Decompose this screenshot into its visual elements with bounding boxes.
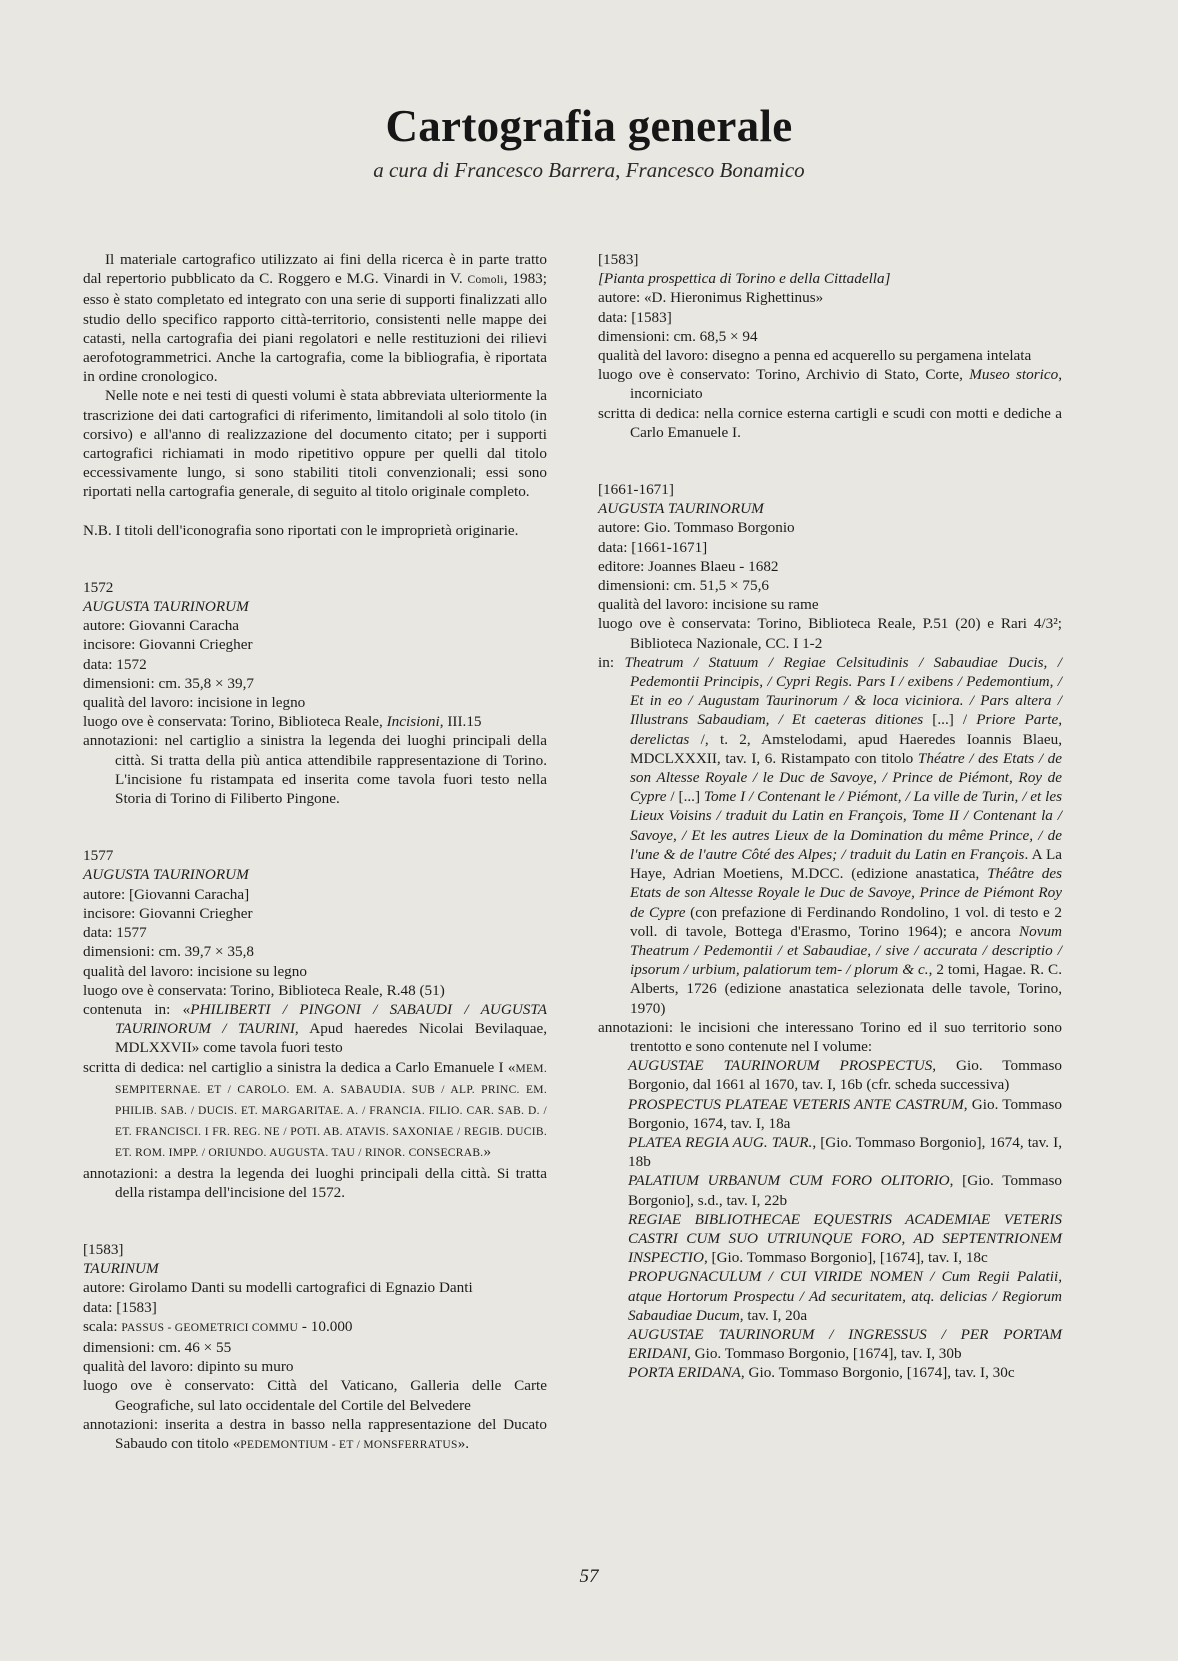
entry-autore: autore: Girolamo Danti su modelli cartografici di Egnazio Danti <box>83 1279 473 1297</box>
entry-luogo: luogo ove è conservato: Torino, Archivio di Stato, Corte, Museo storico, incorniciato <box>598 366 1062 403</box>
entry-data: data: [1583] <box>83 1298 157 1316</box>
entry-year: [1661-1671] <box>598 481 674 499</box>
entry-qualita: qualità del lavoro: dipinto su muro <box>83 1358 294 1376</box>
entry-incisore: incisore: Giovanni Criegher <box>83 636 253 654</box>
entry-scritta: scritta di dedica: nel cartiglio a sinistra la dedica a Carlo Emanuele I «MEM. SEMPITERNAE. ET / CAROLO. EM. A. SABAUDIA. SUB / ALP. PRINC. EM. PHILIB. SAB. / DUCIS. ET. MARGARITAE. A. / FRANCIA. FILIO. CAR. SAB. D. / ET. FRANCISCI. I FR. REG. NE / POTI. AB. ATAVIS. SAXONIAE / REGIB. DUCIB. ET. ROM. IMPP. / ORIUNDO. AUGUSTA. TAU / RINOR. CONSECRAB.» <box>83 1058 547 1161</box>
entry-annotazioni: annotazioni: le incisioni che interessano Torino ed il suo territorio sono trentotto e sono contenute nel I volume: <box>598 1018 1062 1055</box>
entry-year: 1577 <box>83 847 114 865</box>
entry-year: 1572 <box>83 578 114 596</box>
entry-autore: autore: Giovanni Caracha <box>83 617 240 635</box>
entry-contenuta: contenuta in: «PHILIBERTI / PINGONI / SABAUDI / AUGUSTA TAURINORUM / TAURINI, Apud haeredes Nicolai Bevilaquae, MDLXXVII» come tavola fuori testo <box>83 1000 548 1057</box>
entry-autore: autore: «D. Hieronimus Righettinus» <box>598 289 824 307</box>
incisioni-list <box>598 1056 1062 1382</box>
entry-annotazioni: annotazioni: nel cartiglio a sinistra la legenda dei luoghi principali della città. Si tratta della più antica attendibile rappresentazione di Torino. L'incisione fu ristampata ed inserita come tavola fuori testo nella Storia di Torino di Filiberto Pingone. <box>83 732 547 808</box>
list-item: AUGUSTAE TAURINORUM PROSPECTUS, Gio. Tommaso Borgonio, dal 1661 al 1670, tav. I, 16b (cfr. scheda successiva) <box>628 1057 1062 1094</box>
page-title: Cartografia generale <box>385 101 793 151</box>
entry-1572 <box>83 578 547 808</box>
entry-luogo: luogo ove è conservata: Torino, Biblioteca Reale, Incisioni, III.15 <box>83 713 482 731</box>
entry-title: TAURINUM <box>83 1260 159 1278</box>
entry-qualita: qualità del lavoro: incisione su legno <box>83 962 307 980</box>
entry-qualita: qualità del lavoro: disegno a penna ed acquerello su pergamena intelata <box>598 347 1032 365</box>
nb-note: N.B. I titoli dell'iconografia sono riportati con le improprietà originarie. <box>83 521 519 539</box>
page-subtitle: a cura di Francesco Barrera, Francesco Bonamico <box>373 158 805 182</box>
list-item: REGIAE BIBLIOTHECAE EQUESTRIS ACADEMIAE VETERIS CASTRI CUM SUO UTRIUNQUE FORO, AD SEPTENTRIONEM INSPECTIO, [Gio. Tommaso Borgonio], [1674], tav. I, 18c <box>628 1210 1062 1267</box>
entry-1577 <box>83 846 547 1202</box>
entry-title: AUGUSTA TAURINORUM <box>83 866 249 884</box>
entry-dimensioni: dimensioni: cm. 68,5 × 94 <box>598 327 758 345</box>
list-item: PORTA ERIDANA, Gio. Tommaso Borgonio, [1674], tav. I, 30c <box>628 1364 1015 1382</box>
entry-1583-pianta <box>598 250 1062 442</box>
entry-scala: scala: PASSUS - GEOMETRICI COMMU - 10.000 <box>83 1317 353 1335</box>
entry-autore: autore: [Giovanni Caracha] <box>83 885 250 903</box>
entry-1661-1671 <box>598 480 1062 1383</box>
list-item: AUGUSTAE TAURINORUM / INGRESSUS / PER PORTAM ERIDANI, Gio. Tommaso Borgonio, [1674], tav. I, 30b <box>628 1325 1062 1363</box>
entry-data: data: 1572 <box>83 655 147 673</box>
entry-luogo: luogo ove è conservato: Città del Vaticano, Galleria delle Carte Geografiche, sul lato occidentale del Cortile del Belvedere <box>83 1377 547 1414</box>
entry-contenuta: in: Theatrum / Statuum / Regiae Celsitudinis / Sabaudiae Ducis, / Pedemontii Principis, / Cypri Regis. Pars I / exibens / Pedemontium, / Et in eo / Augustam Taurinorum / & loca viciniora. / Pars altera / Illustrans Sabaudiam, / Et caeteras ditiones [...] / Priore Parte, derelictas /, t. 2, Amstelodami, apud Haeredes Ioannis Blaeu, MDCLXXXII, tav. I, 6. Ristampato con titolo Théatre / des Etats / de son Altesse Royale / le Duc de Savoye, / Prince de Piémont, Roy de Cypre / [...] Tome I / Contenant le / Piémont, / La ville de Turin, / et les Lieux Voisins / traduit du Latin en François, Tome II / Contenant la / Savoye, / Et les autres Lieux de la Domination du même Prince, / de l'une & de l'autre Côté des Alpes; / traduit du Latin en François. A La Haye, Adrian Moetiens, M.DCC. (edizione anastatica, Théâtre des Etats de son Altesse Royale le Duc de Savoye, Prince de Piémont Roy de Cypre (con prefazione di Ferdinando Rondolino, 1 vol. di testo e 2 voll. di tavole, Bottega d'Erasmo, Torino 1964); e ancora Novum Theatrum / Pedemontii / et Sabaudiae, / sive / accurata / descriptio / ipsorum / urbium, palatiorum tem- / plorum & c., 2 tomi, Hagae. R. C. Alberts, 1726 (edizione anastatica selezionata delle tavole, Torino, 1970) <box>598 653 1063 1017</box>
entry-autore: autore: Gio. Tommaso Borgonio <box>598 519 795 537</box>
entry-qualita: qualità del lavoro: incisione su rame <box>598 596 819 614</box>
entry-dimensioni: dimensioni: cm. 51,5 × 75,6 <box>598 577 769 595</box>
entry-title: AUGUSTA TAURINORUM <box>598 500 764 518</box>
intro-paragraph-1: Il materiale cartografico utilizzato ai fini della ricerca è in parte tratto dal repertorio pubblicato da C. Roggero e M.G. Vinardi in V. Comoli, 1983; esso è stato completato ed integrato con una serie di supporti finalizzati allo studio dello specifico rapporto città-territorio, consistenti nelle mappe dei catasti, nella cartografia dei piani regolatori e nelle restituzioni dei rilievi aerofotogrammetrici. Anche la cartografia, come la bibliografia, è riportata in ordine cronologico. <box>83 251 547 386</box>
entry-scritta: scritta di dedica: nella cornice esterna cartigli e scudi con motti e dediche a Carlo Emanuele I. <box>598 404 1062 441</box>
left-column <box>83 250 547 1455</box>
entry-annotazioni: annotazioni: inserita a destra in basso nella rappresentazione del Ducato Sabaudo con titolo «PEDEMONTIUM - ET / MONSFERRATUS». <box>83 1415 547 1452</box>
entry-dimensioni: dimensioni: cm. 46 × 55 <box>83 1338 232 1356</box>
right-column <box>598 250 1062 1383</box>
list-item: PROSPECTUS PLATEAE VETERIS ANTE CASTRUM, Gio. Tommaso Borgonio, 1674, tav. I, 18a <box>628 1095 1062 1132</box>
entry-dimensioni: dimensioni: cm. 39,7 × 35,8 <box>83 943 254 961</box>
entry-data: data: [1661-1671] <box>598 538 708 556</box>
entry-luogo: luogo ove è conservata: Torino, Biblioteca Reale, P.51 (20) e Rari 4/3²; Biblioteca Nazionale, CC. I 1-2 <box>598 615 1062 652</box>
entry-incisore: incisore: Giovanni Criegher <box>83 904 253 922</box>
list-item: PALATIUM URBANUM CUM FORO OLITORIO, [Gio. Tommaso Borgonio], s.d., tav. I, 22b <box>628 1172 1062 1209</box>
list-item: PROPUGNACULUM / CUI VIRIDE NOMEN / Cum Regii Palatii, atque Hortorum Prospectu / Ad securitatem, atq. delicias / Regiorum Sabaudiae Ducum, tav. I, 20a <box>628 1268 1062 1324</box>
entry-dimensioni: dimensioni: cm. 35,8 × 39,7 <box>83 674 254 692</box>
entry-qualita: qualità del lavoro: incisione in legno <box>83 694 306 712</box>
entry-data: data: [1583] <box>598 308 672 326</box>
list-item: PLATEA REGIA AUG. TAUR., [Gio. Tommaso Borgonio], 1674, tav. I, 18b <box>628 1133 1063 1171</box>
entry-year: [1583] <box>598 251 639 268</box>
entry-title: AUGUSTA TAURINORUM <box>83 598 249 616</box>
author-smallcaps: Comoli <box>467 274 504 287</box>
intro-paragraph-2: Nelle note e nei testi di questi volumi è stata abbreviata ulteriormente la trascrizione dei dati cartografici di riferimento, limitandoli al solo titolo (in corsivo) e all'anno di realizzazione del documento citato; per i supporti cartografici richiamati in modo ripetitivo oppure per quelli dal titolo eccessivamente lungo, si sono stabiliti titoli convenzionali; essi sono riportati nella cartografia generale, di seguito al titolo originale completo. <box>83 387 547 501</box>
entry-annotazioni: annotazioni: a destra la legenda dei luoghi principali della città. Si tratta della ristampa dell'incisione del 1572. <box>83 1164 547 1201</box>
entry-data: data: 1577 <box>83 924 147 942</box>
entry-year: [1583] <box>83 1240 124 1258</box>
page-number: 57 <box>579 1566 599 1587</box>
entry-1583-taurinum <box>83 1240 547 1455</box>
entry-title: [Pianta prospettica di Torino e della Cittadella] <box>598 270 891 288</box>
entry-luogo: luogo ove è conservata: Torino, Biblioteca Reale, R.48 (51) <box>83 981 445 999</box>
entry-editore: editore: Joannes Blaeu - 1682 <box>598 557 779 575</box>
